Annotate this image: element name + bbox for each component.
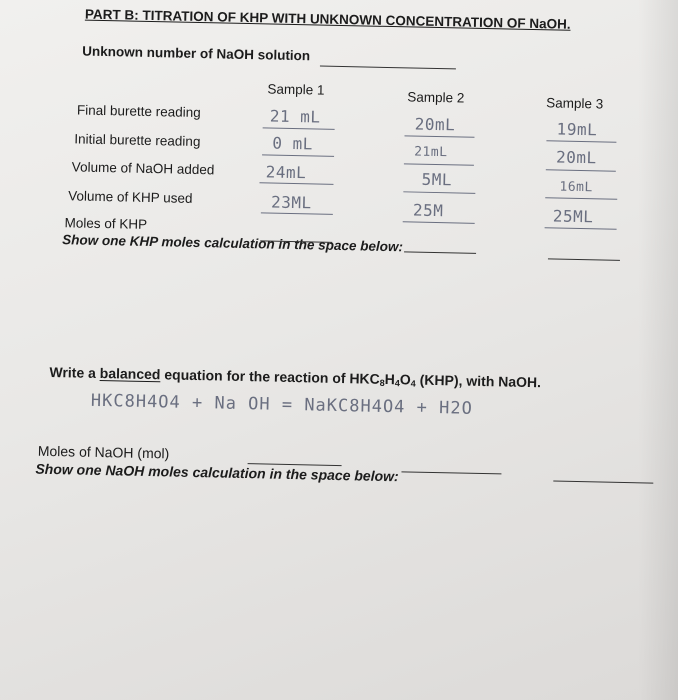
- unknown-naoh-label: Unknown number of NaOH solution: [82, 43, 311, 64]
- khp-calc-prompt: Show one KHP moles calculation in the space below:: [62, 232, 404, 255]
- naoh-calc-prompt: Show one NaOH moles calculation in the space below:: [35, 460, 399, 485]
- volume-naoh-sample-3-blank[interactable]: [545, 197, 617, 200]
- moles-khp-sample-3-blank[interactable]: [548, 258, 620, 261]
- equation-prompt: Write a balanced equation for the reaction of $HKC_8H_4O_4$ (KHP), with NaOH.: [49, 363, 542, 391]
- volume-khp-sample-2-blank[interactable]: [403, 221, 475, 224]
- moles-khp-sample-2-blank[interactable]: [404, 251, 476, 254]
- initial-sample-1-blank[interactable]: [262, 154, 334, 157]
- initial-reading-label: Initial burette reading: [74, 131, 201, 150]
- sample-3-header: Sample 3: [546, 95, 604, 112]
- page-edge-shadow: [638, 0, 678, 700]
- volume-naoh-sample-2-value: 5ML: [421, 169, 453, 190]
- moles-khp-label: Moles of KHP: [64, 215, 148, 232]
- final-sample-3-value: 19mL: [556, 119, 598, 140]
- unknown-naoh-blank[interactable]: [320, 66, 456, 70]
- volume-khp-sample-1-value: 23ML: [270, 192, 312, 213]
- moles-naoh-sample-2-blank[interactable]: [401, 471, 501, 474]
- part-title: PART B: TITRATION OF KHP WITH UNKNOWN CONCENTRATION OF NaOH.: [84, 6, 571, 32]
- sample-1-header: Sample 1: [267, 81, 325, 98]
- initial-sample-1-value: 0 mL: [272, 133, 314, 154]
- volume-naoh-sample-2-blank[interactable]: [403, 191, 475, 194]
- sample-2-header: Sample 2: [407, 89, 465, 106]
- final-sample-2-blank[interactable]: [404, 135, 474, 137]
- handwritten-equation: HKC8H4O4 + Na OH = NaKC8H4O4 + H2O: [90, 390, 474, 419]
- volume-khp-label: Volume of KHP used: [68, 188, 193, 206]
- final-sample-1-blank[interactable]: [263, 127, 335, 130]
- initial-sample-3-value: 20mL: [555, 147, 597, 168]
- final-sample-3-blank[interactable]: [546, 140, 616, 142]
- final-reading-label: Final burette reading: [76, 102, 201, 121]
- final-sample-1-value: 21 mL: [269, 106, 321, 127]
- volume-khp-sample-3-blank[interactable]: [545, 227, 617, 230]
- volume-khp-sample-1-blank[interactable]: [261, 212, 333, 215]
- initial-sample-2-blank[interactable]: [404, 163, 474, 165]
- final-sample-2-value: 20mL: [414, 114, 456, 135]
- initial-sample-3-blank[interactable]: [546, 169, 616, 171]
- volume-khp-sample-2-value: 25M: [412, 200, 444, 221]
- moles-naoh-label: Moles of NaOH (mol): [37, 442, 170, 462]
- volume-naoh-sample-3-value: 16mL: [559, 179, 593, 196]
- volume-naoh-sample-1-blank[interactable]: [259, 182, 333, 185]
- volume-naoh-label: Volume of NaOH added: [71, 159, 215, 178]
- volume-naoh-sample-1-value: 24mL: [265, 162, 307, 183]
- initial-sample-2-value: 21mL: [414, 144, 448, 161]
- volume-khp-sample-3-value: 25ML: [552, 206, 594, 227]
